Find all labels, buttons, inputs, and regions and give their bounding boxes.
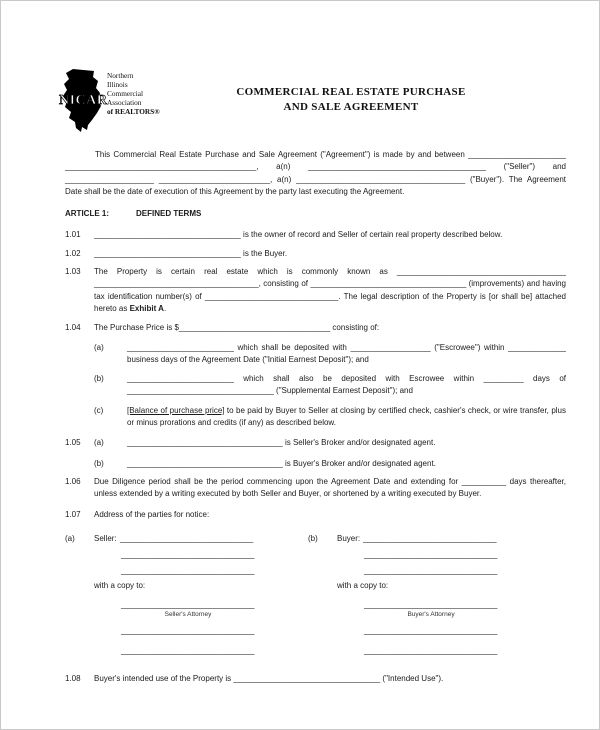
section-1-04-b <box>65 373 566 398</box>
section-1-03-text: The Property is certain real estate which is commonly known as ______________________________________ _____________________________________, consisting of ___________________________________ (improvements) and having tax identification number(s) of ______________________________. The legal description of the Property is [or shall be] attached hereto as <box>94 267 566 313</box>
subsection-text: ___________________________________ is Buyer's Broker and/or designated agent. <box>127 458 436 468</box>
org-line-3: Commercial <box>107 89 144 98</box>
subsection-label: (a) <box>94 342 104 352</box>
document-title <box>206 85 496 115</box>
subsection-text: ________________________ which shall also be deposited with Escrowee within _________ days of _________________________________ ("Supplemental Earnest Deposit"); and <box>127 374 566 396</box>
section-number: 1.01 <box>65 230 81 240</box>
org-line-5: of REALTORS® <box>107 107 160 116</box>
buyer-attorney-address-line-2: ______________________________ <box>364 645 498 655</box>
buyer-label: Buyer: <box>337 533 361 543</box>
org-line-2: Illinois <box>107 80 128 89</box>
seller-item-label: (a) <box>65 533 75 543</box>
section-number: 1.03 <box>65 267 81 277</box>
section-number: 1.05 <box>65 438 81 448</box>
section-1-08 <box>65 673 566 685</box>
section-number: 1.02 <box>65 248 81 258</box>
seller-attorney-address-line-1: ______________________________ <box>121 626 255 636</box>
seller-label: Seller: <box>94 533 117 543</box>
document-title-line-1: COMMERCIAL REAL ESTATE PURCHASE <box>236 86 466 98</box>
section-text <box>94 266 566 315</box>
subsection-label: (c) <box>94 405 104 415</box>
section-1-04 <box>65 322 566 334</box>
buyer-notice-column <box>308 533 566 657</box>
section-1-04-a <box>65 342 566 367</box>
section-1-03-period: . <box>163 303 167 313</box>
exhibit-a-reference: Exhibit A <box>129 303 164 313</box>
section-text: The Purchase Price is $__________________________________ consisting of: <box>94 323 380 333</box>
org-line-1: Northern <box>107 71 134 80</box>
subsection-text <box>127 405 566 430</box>
section-number: 1.07 <box>65 509 81 519</box>
section-1-06 <box>65 476 566 501</box>
subsection-label: (a) <box>94 438 104 448</box>
subsection-label: (b) <box>94 374 104 384</box>
article-1-label: ARTICLE 1: <box>65 209 109 219</box>
balance-of-purchase-price: [Balance of purchase price] <box>127 405 225 415</box>
buyer-item-label: (b) <box>308 533 318 543</box>
subsection-label: (b) <box>94 458 104 468</box>
section-number: 1.06 <box>65 476 81 486</box>
seller-address-line-1: ______________________________ <box>119 533 254 543</box>
buyer-address-line-2: ______________________________ <box>364 550 498 560</box>
seller-address-line-3: ______________________________ <box>121 566 255 576</box>
seller-notice-column <box>65 533 308 657</box>
nicar-logo <box>59 67 209 143</box>
seller-attorney-line: ______________________________ <box>121 600 255 610</box>
section-number: 1.08 <box>65 673 81 683</box>
section-1-02 <box>65 248 566 260</box>
section-1-05-a <box>65 437 566 449</box>
section-1-07 <box>65 509 566 521</box>
subsection-text: ________________________ which shall be deposited with __________________ ("Escrowee") within _____________ business days of the Agreement Date ("Initial Earnest Deposit"); and <box>127 342 566 364</box>
section-1-04-c <box>65 405 566 430</box>
section-1-03 <box>65 266 566 315</box>
section-text: Due Diligence period shall be the period commencing upon the Agreement Date and extending for __________ days thereafter, unless extended by a writing executed by both Seller and Buyer, or shortened by a writing executed by Buyer. <box>94 476 566 499</box>
section-text: Buyer's intended use of the Property is _________________________________ ("Intended Use"). <box>94 673 444 683</box>
document-title-line-2: AND SALE AGREEMENT <box>283 101 419 113</box>
org-line-4: Association <box>107 98 142 107</box>
seller-copy-to-label: with a copy to: <box>94 580 146 590</box>
subsection-c-rest: to be paid by Buyer to Seller at closing by certified check, cashier's check, or wire transfer, plus or minus prorations and credits (if any) as described below. <box>127 405 566 428</box>
article-1-heading <box>65 208 566 220</box>
section-text: _________________________________ is the Buyer. <box>94 248 288 258</box>
buyer-copy-to-label: with a copy to: <box>337 580 389 590</box>
buyer-address-line-3: ______________________________ <box>364 566 498 576</box>
section-1-05-b <box>65 458 566 470</box>
subsection-text: ___________________________________ is Seller's Broker and/or designated agent. <box>127 438 436 448</box>
seller-attorney-caption: Seller's Attorney <box>164 611 212 619</box>
document-body <box>65 149 566 685</box>
article-1-title: DEFINED TERMS <box>136 209 202 219</box>
buyer-address-line-1: ______________________________ <box>363 533 497 543</box>
seller-attorney-address-line-2: ______________________________ <box>121 645 255 655</box>
buyer-attorney-caption: Buyer's Attorney <box>407 611 455 619</box>
notice-address-block <box>65 533 566 657</box>
section-text: _________________________________ is the owner of record and Seller of certain real property described below. <box>94 230 503 240</box>
intro-paragraph: This Commercial Real Estate Purchase and Sale Agreement ("Agreement") is made by and between ______________________ ___________________________________________, a(n) ________________________________________ ("Seller") and ____________________ _________________________, a(n) ______________________________________ ("Buyer"). The Agreement Date shall be the date of execution of this Agreement by the party last executing the Agreement. <box>65 150 566 196</box>
illinois-state-icon <box>59 67 209 143</box>
nicar-acronym-text: NICAR <box>59 93 108 108</box>
section-number: 1.04 <box>65 323 81 333</box>
section-1-01 <box>65 229 566 241</box>
seller-address-line-2: ______________________________ <box>121 550 255 560</box>
buyer-attorney-address-line-1: ______________________________ <box>364 626 498 636</box>
section-text: Address of the parties for notice: <box>94 509 210 519</box>
buyer-attorney-line: ______________________________ <box>364 600 498 610</box>
